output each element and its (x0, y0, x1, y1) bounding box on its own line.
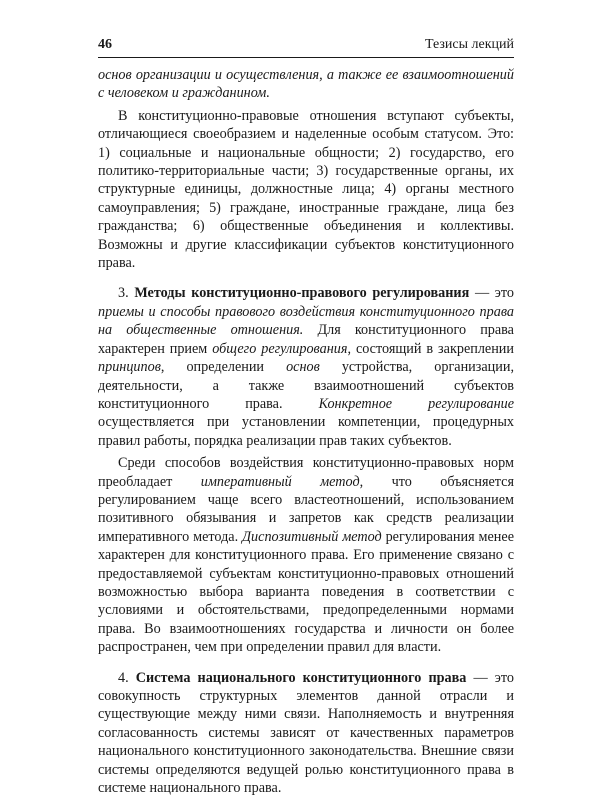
text-span: устройства, организации, деятельности, а также взаимоотношений субъектов конституционного права. (98, 359, 514, 412)
section-number: 3. (118, 285, 135, 302)
italic-term: принципов (98, 359, 161, 376)
italic-term: общего регулирования (212, 340, 348, 357)
text-span: , состоящий в закреплении (347, 340, 514, 357)
text-span: Среди способов воздействия конституционно-правовых норм преобладает (98, 455, 514, 490)
text-span: , определении (160, 359, 287, 376)
section-heading: Система национального конституционного права (135, 669, 467, 686)
paragraph-subjects (98, 107, 514, 273)
italic-term: основ (286, 359, 320, 376)
italic-term: Конкретное регулирование (318, 395, 515, 412)
running-title: Тезисы лекций (424, 37, 514, 52)
italic-term: императивный метод (200, 473, 360, 490)
italic-definition: приемы и способы правового воздействия конституционного права на общественные отношения. (98, 303, 514, 339)
paragraph-text: В конституционно-правовые отношения вступают субъекты, отличающиеся своеобразием и наделенные особым статусом. Это: 1) социальные и национальные общности; 2) государство, его политико-территориальные части; 3) государственные органы, их структурные единицы, должностные лица; 4) органы местного самоуправления; 5) граждане, иностранные граждане, лица без гражданства; 6) общественные объединения и коллективы. Возможны и другие классификации субъектов конституционного права. (98, 107, 514, 272)
italic-text: основ организации и осуществления, а также ее взаимоотношений с человеком и гражданином. (98, 67, 514, 102)
paragraph-continuation (98, 66, 514, 103)
text-span: — это (469, 285, 515, 302)
paragraph-system (98, 669, 514, 797)
text-span: , что объясняется регулированием чаще всего властеотношений, использованием позитивного обязывания и запретов как средств реализации императивного метода. (98, 473, 514, 545)
page-body (98, 66, 514, 797)
text-span: Для конституционного права характерен прием (98, 322, 514, 357)
paragraph-method-types (98, 454, 514, 656)
text-span: — это совокупность структурных элементов данной отрасли и существующие между ними связи. Наполняемость и внутренняя согласованность системы зависят от качественных параметров национального конституционного законодательства. Внешние связи системы определяются ведущей ролью конституционного права в системе национального права. (98, 669, 514, 797)
page-number: 46 (98, 37, 112, 52)
paragraph-methods (98, 284, 514, 450)
italic-term: Диспозитивный метод (242, 528, 382, 545)
section-heading: Методы конституционно-правового регулирования (134, 285, 470, 302)
text-span: осуществляется при установлении компетенции, процедурных правил работы, порядка реализации прав таких субъектов. (98, 414, 514, 449)
text-span: регулирования менее характерен для конституционного права. Его применение связано с предоставляемой субъектам конституционно-правовых отношений возможностью выбора варианта поведения в соответствии с условиями и обстоятельствами, предопределенными нормами права. Во взаимоотношениях государства и личности он более распространен, чем при определении правил для власти. (98, 528, 514, 656)
header-rule (98, 57, 514, 58)
running-header (98, 36, 514, 54)
section-number: 4. (118, 669, 136, 686)
